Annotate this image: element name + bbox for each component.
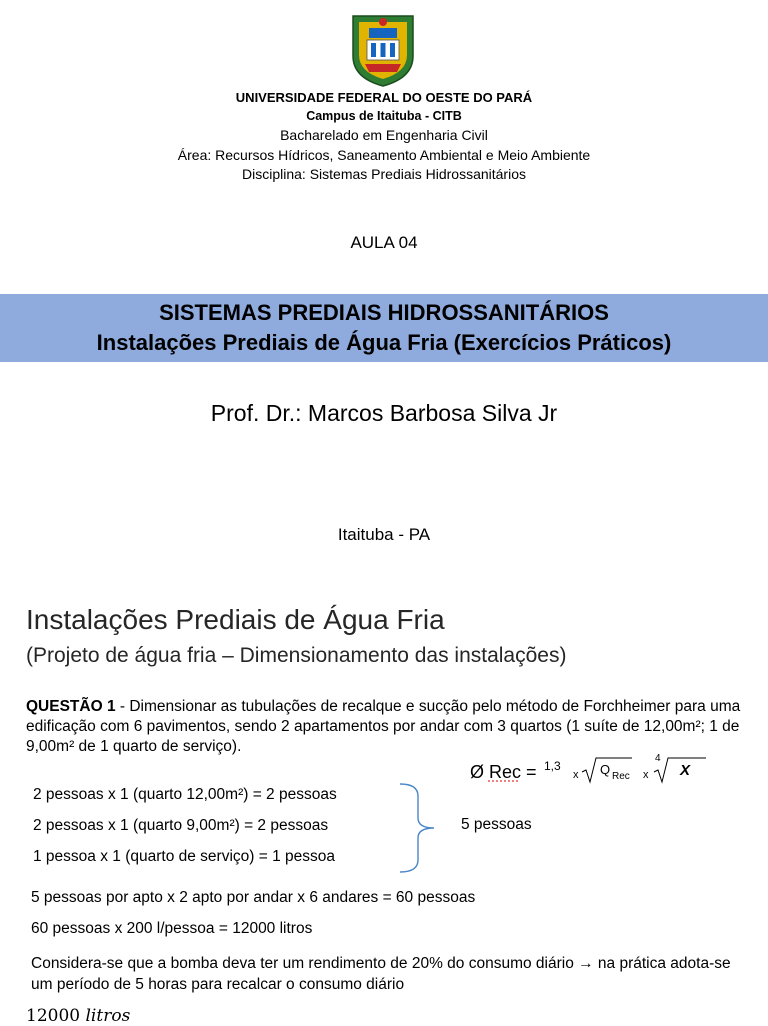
calculation-people: 5 pessoas por apto x 2 apto por andar x 6 andares = 60 pessoas bbox=[31, 889, 476, 906]
slide-subheading: (Projeto de água fria – Dimensionamento das instalações) bbox=[26, 644, 567, 667]
formula-lhs: Ø Rec = bbox=[470, 762, 537, 782]
question-label: QUESTÃO 1 bbox=[26, 698, 116, 715]
discipline-text: Disciplina: Sistemas Prediais Hidrossanitários bbox=[242, 166, 526, 182]
question-paragraph bbox=[26, 697, 756, 757]
title-line-1: SISTEMAS PREDIAIS HIDROSSANITÁRIOS bbox=[159, 300, 609, 325]
area-text: Área: Recursos Hídricos, Saneamento Ambiental e Meio Ambiente bbox=[177, 147, 591, 163]
forchheimer-formula bbox=[470, 752, 710, 786]
fraction-numerator bbox=[26, 1006, 130, 1026]
university-name: UNIVERSIDADE FEDERAL DO OESTE DO PARÁ bbox=[235, 90, 533, 105]
question-text: - Dimensionar as tubulações de recalque e sucção pelo método de Forchheimer para uma edificação com 6 pavimentos, sendo 2 apartamentos por andar com 3 quartos (1 suíte de 12,00m²; 1 de 9,00m² de 1 quarto de serviço). bbox=[26, 698, 741, 755]
lesson-number: AULA 04 bbox=[350, 233, 418, 252]
people-line-1: 2 pessoas x 1 (quarto 12,00m²) = 2 pessoas bbox=[33, 786, 337, 803]
fraction-unit: litros bbox=[85, 1006, 131, 1026]
formula-coefficient: 1,3 bbox=[544, 759, 561, 773]
slide-heading: Instalações Prediais de Água Fria bbox=[26, 604, 445, 635]
formula-q: Q bbox=[600, 762, 611, 777]
formula-q-subscript: Rec bbox=[612, 771, 630, 782]
pump-consideration: Considera-se que a bomba deva ter um rendimento de 20% do consumo diário → na prática adota-se um período de 5 horas para recalcar o consumo diário bbox=[31, 955, 731, 993]
people-total: 5 pessoas bbox=[461, 816, 532, 833]
formula-root-index: 4 bbox=[655, 753, 661, 764]
right-brace bbox=[396, 782, 438, 874]
course-name: Bacharelado em Engenharia Civil bbox=[280, 127, 488, 143]
professor-name: Prof. Dr.: Marcos Barbosa Silva Jr bbox=[210, 400, 558, 426]
location-text: Itaituba - PA bbox=[337, 525, 431, 544]
campus-name: Campus de Itaituba - CITB bbox=[306, 109, 462, 123]
calculation-liters: 60 pessoas x 200 l/pessoa = 12000 litros bbox=[31, 920, 313, 937]
people-line-3: 1 pessoa x 1 (quarto de serviço) = 1 pessoa bbox=[33, 848, 335, 865]
formula-x: X bbox=[680, 762, 691, 779]
formula-times-2: x bbox=[643, 769, 649, 781]
people-line-2: 2 pessoas x 1 (quarto 9,00m²) = 2 pessoas bbox=[33, 817, 329, 834]
formula-times-1: x bbox=[573, 769, 579, 781]
fraction-value: 12000 bbox=[26, 1006, 81, 1026]
title-line-2: Instalações Prediais de Água Fria (Exercícios Práticos) bbox=[96, 330, 672, 355]
university-crest-logo bbox=[349, 12, 417, 88]
